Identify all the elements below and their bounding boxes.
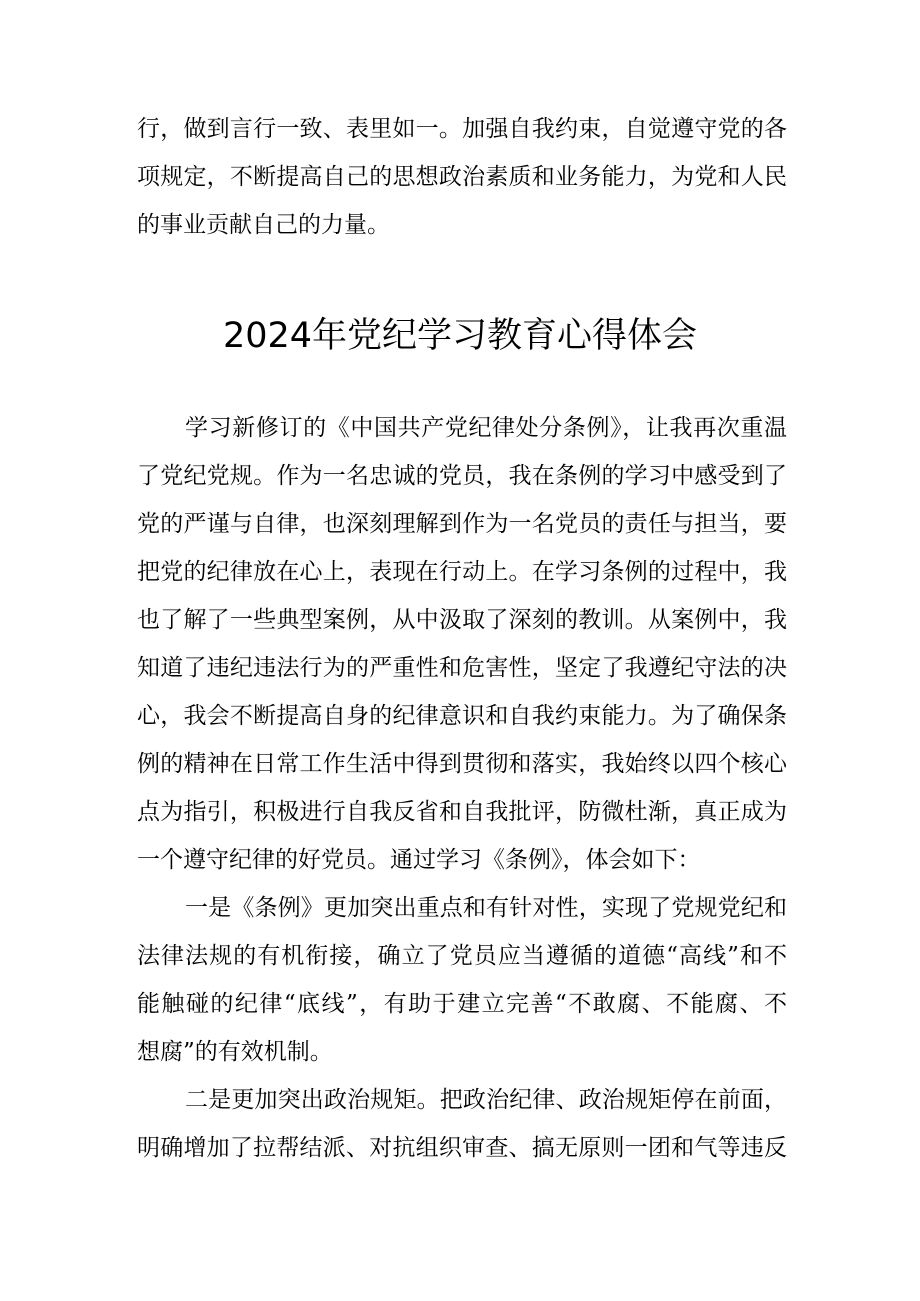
paragraph1-line-5: 也了解了一些典型案例，从中汲取了深刻的教训。从案例中，我 bbox=[137, 607, 787, 633]
paragraph1-line-6: 知道了违纪违法行为的严重性和危害性，坚定了我遵纪守法的决 bbox=[137, 655, 787, 681]
paragraph3-line-2: 明确增加了拉帮结派、对抗组织审查、搞无原则一团和气等违反 bbox=[137, 1135, 787, 1161]
intro-line-1: 行，做到言行一致、表里如一。加强自我约束，自觉遵守党的各 bbox=[137, 116, 787, 142]
paragraph2-line-1: 一是《条例》更加突出重点和有针对性，实现了党规党纪和 bbox=[185, 895, 787, 921]
paragraph1-line-9: 点为指引，积极进行自我反省和自我批评，防微杜渐，真正成为 bbox=[137, 799, 787, 825]
intro-line-3: 的事业贡献自己的力量。 bbox=[137, 212, 390, 238]
document-title: 2024年党纪学习教育心得体会 bbox=[222, 316, 698, 356]
paragraph1-line-3: 党的严谨与自律，也深刻理解到作为一名党员的责任与担当，要 bbox=[137, 511, 787, 537]
intro-line-2: 项规定，不断提高自己的思想政治素质和业务能力，为党和人民 bbox=[137, 164, 787, 190]
paragraph1-line-8: 例的精神在日常工作生活中得到贯彻和落实，我始终以四个核心 bbox=[137, 751, 787, 777]
paragraph2-line-4: 想腐”的有效机制。 bbox=[137, 1039, 333, 1065]
paragraph1-line-1: 学习新修订的《中国共产党纪律处分条例》，让我再次重温 bbox=[185, 415, 787, 441]
paragraph3-line-1: 二是更加突出政治规矩。把政治纪律、政治规矩停在前面， bbox=[185, 1087, 787, 1113]
paragraph1-line-2: 了党纪党规。作为一名忠诚的党员，我在条例的学习中感受到了 bbox=[137, 463, 787, 489]
paragraph1-line-7: 心，我会不断提高自身的纪律意识和自我约束能力。为了确保条 bbox=[137, 703, 787, 729]
paragraph1-line-4: 把党的纪律放在心上，表现在行动上。在学习条例的过程中，我 bbox=[137, 559, 787, 585]
paragraph2-line-2: 法律法规的有机衔接，确立了党员应当遵循的道德“高线”和不 bbox=[137, 943, 787, 969]
paragraph2-line-3: 能触碰的纪律“底线”，有助于建立完善“不敢腐、不能腐、不 bbox=[137, 991, 787, 1017]
paragraph1-line-10: 一个遵守纪律的好党员。通过学习《条例》，体会如下： bbox=[137, 847, 701, 873]
